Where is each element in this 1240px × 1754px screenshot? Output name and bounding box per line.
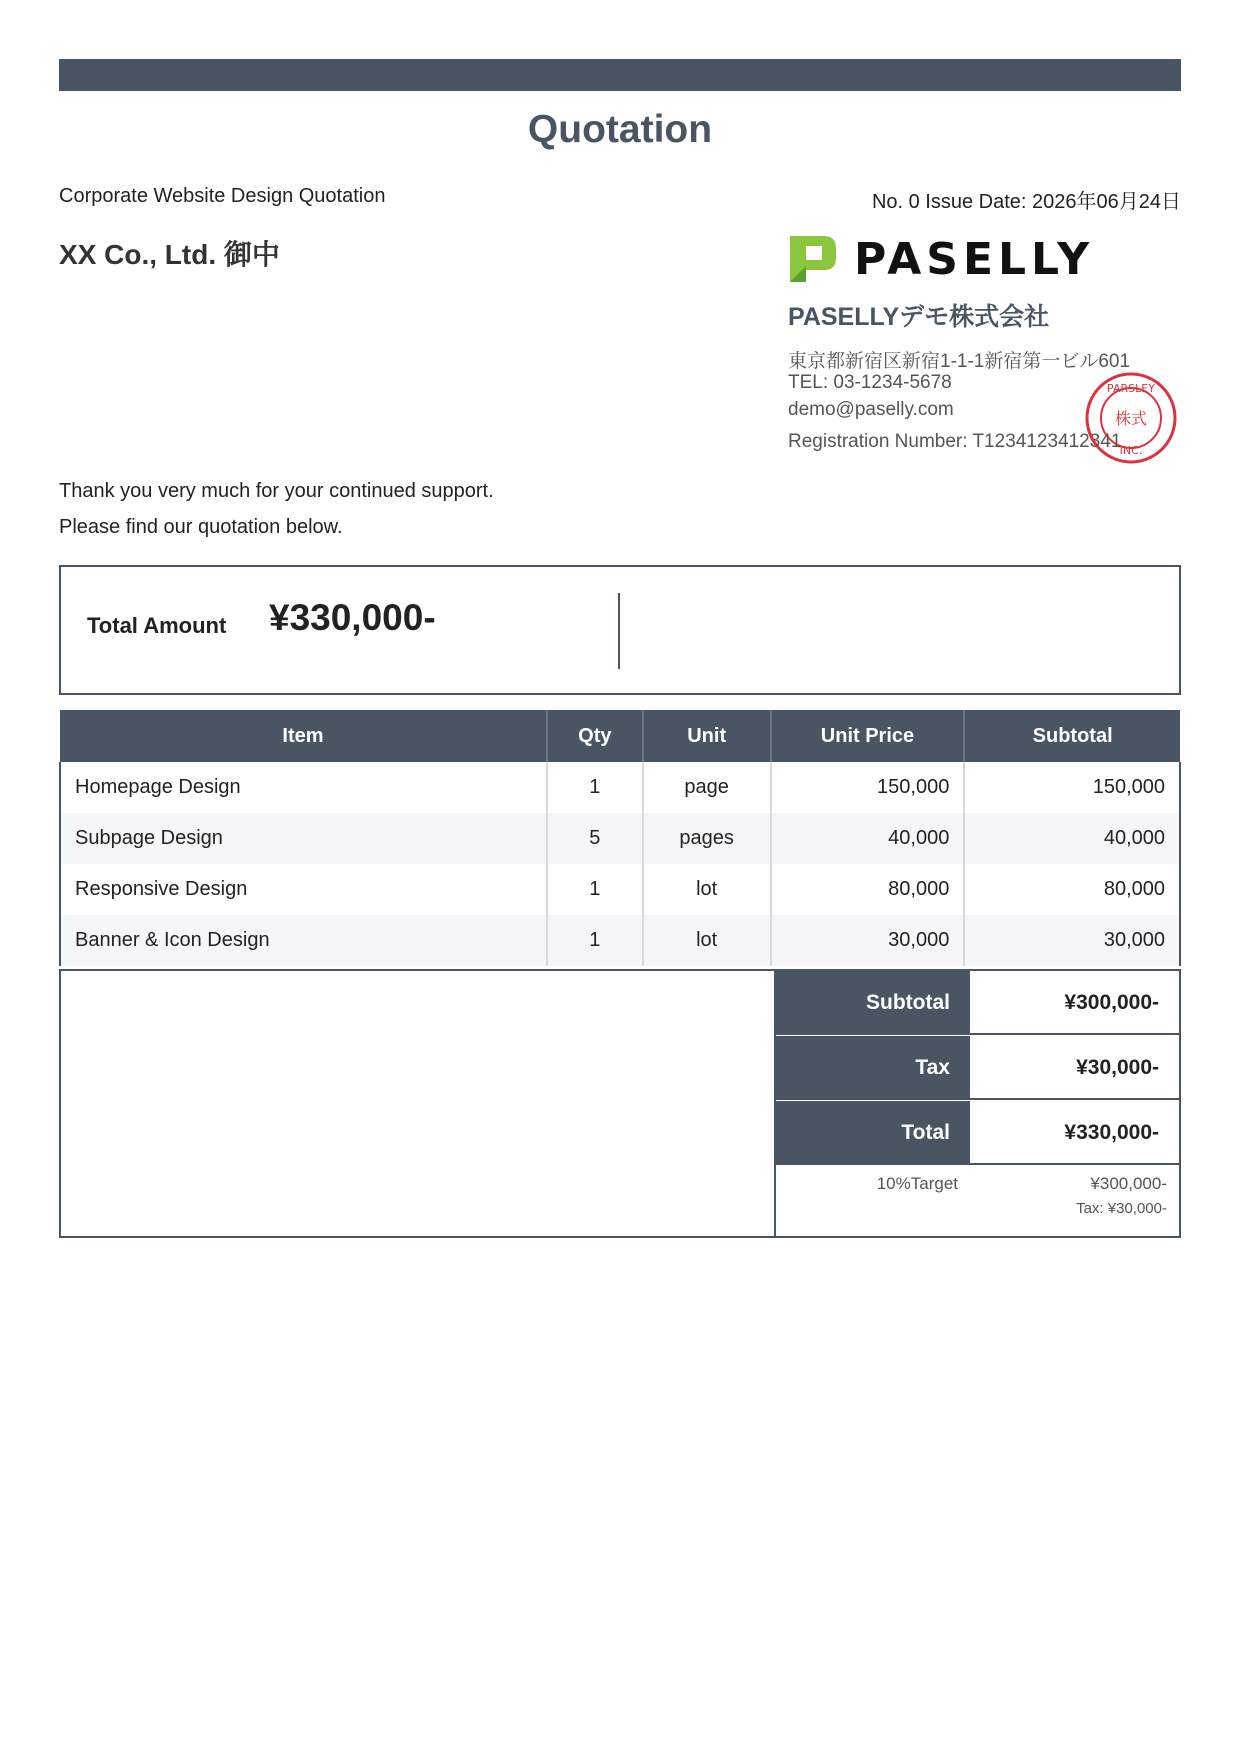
issuer-email: demo@paselly.com [788,399,954,420]
cell-subtotal: 80,000 [964,864,1180,915]
summary-tax-value: ¥30,000- [970,1036,1179,1100]
issuer-registration: Registration Number: T1234123412341 [788,431,1122,452]
issuer-company-name: PASELLYデモ株式会社 [788,303,1050,331]
summary-total-label: Total [776,1101,970,1165]
cell-item: Responsive Design [60,864,547,915]
table-row [60,762,1180,813]
cell-unit: pages [643,813,771,864]
company-logo [788,232,1095,285]
cell-unit-price: 150,000 [771,762,965,813]
svg-text:INC.: INC. [1119,444,1143,457]
header-item: Item [60,710,547,762]
line-items-table [59,710,1181,966]
tax-target-label: 10%Target [876,1174,958,1193]
cell-qty: 1 [547,915,643,966]
cell-unit: lot [643,915,771,966]
tax-target-tax: Tax: ¥30,000- [1076,1200,1167,1217]
summary-total-value: ¥330,000- [970,1101,1179,1165]
header-bar [59,59,1181,91]
cell-unit: page [643,762,771,813]
greeting-line-1: Thank you very much for your continued support. [59,480,494,502]
issuer-tel: TEL: 03-1234-5678 [788,372,952,393]
cell-qty: 5 [547,813,643,864]
summary-box [59,969,1181,1238]
summary-subtotal-label: Subtotal [776,971,970,1035]
cell-qty: 1 [547,762,643,813]
total-box-divider [618,593,620,669]
issuer-address: 東京都新宿区新宿1-1-1新宿第一ビル601 [788,351,1131,372]
summary-subtotal-value: ¥300,000- [970,971,1179,1035]
cell-item: Subpage Design [60,813,547,864]
svg-text:PARSLEY: PARSLEY [1107,382,1155,395]
tax-target-value: ¥300,000- [1090,1174,1167,1193]
company-seal-stamp [1083,370,1179,466]
cell-subtotal: 40,000 [964,813,1180,864]
summary-tax-label: Tax [776,1036,970,1100]
cell-subtotal: 150,000 [964,762,1180,813]
total-amount-value: ¥330,000- [269,597,436,638]
cell-unit: lot [643,864,771,915]
cell-qty: 1 [547,864,643,915]
table-header-row [60,710,1180,762]
quotation-subject: Corporate Website Design Quotation [59,185,386,207]
header-unit-price: Unit Price [771,710,965,762]
logo-wordmark: PASELLY [854,234,1095,285]
cell-unit-price: 40,000 [771,813,965,864]
table-row [60,864,1180,915]
header-subtotal: Subtotal [964,710,1180,762]
header-unit: Unit [643,710,771,762]
cell-unit-price: 30,000 [771,915,965,966]
cell-unit-price: 80,000 [771,864,965,915]
total-amount-label: Total Amount [87,613,227,638]
table-row [60,813,1180,864]
document-title: Quotation [527,108,713,151]
table-row [60,915,1180,966]
header-qty: Qty [547,710,643,762]
greeting-line-2: Please find our quotation below. [59,516,343,538]
cell-subtotal: 30,000 [964,915,1180,966]
issue-info: No. 0 Issue Date: 2026年06月24日 [871,191,1181,213]
svg-text:株式: 株式 [1114,409,1148,428]
cell-item: Homepage Design [60,762,547,813]
client-name: XX Co., Ltd. 御中 [59,239,280,270]
seal-icon [1083,370,1179,466]
cell-item: Banner & Icon Design [60,915,547,966]
total-amount-box [59,565,1181,695]
